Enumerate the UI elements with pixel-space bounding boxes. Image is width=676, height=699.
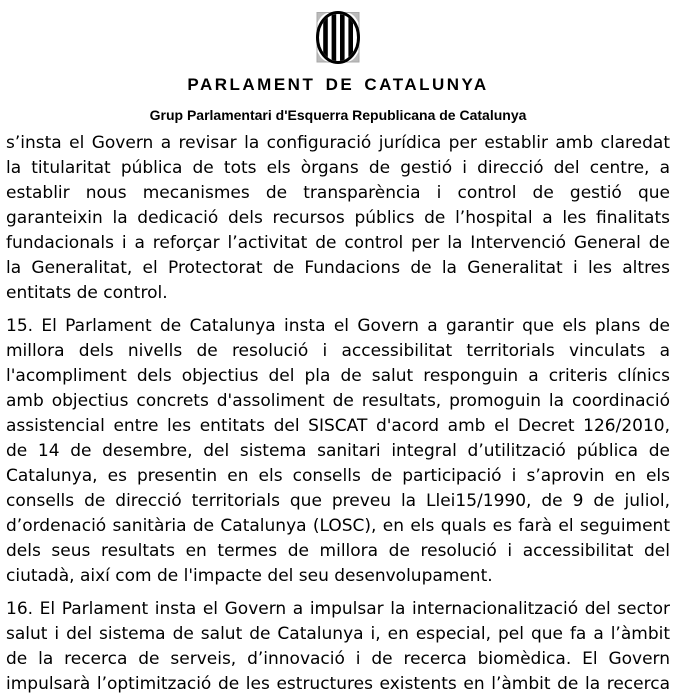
paragraph-line: fundacionals i a reforçar l’activitat de control per la Intervenció General de <box>6 233 670 253</box>
paragraph-line: dels seus resultats en termes de millora de resolució i accessibilitat del <box>6 541 670 561</box>
paragraph <box>6 131 670 306</box>
paragraph-line: la titularitat pública de tots els òrgans de gestió i direcció del centre, a <box>6 158 670 178</box>
paragraph <box>6 597 670 697</box>
parliamentary-group-name: Grup Parlamentari d'Esquerra Republicana de Catalunya <box>149 107 527 123</box>
letterhead <box>0 0 676 123</box>
paragraph-line: d’ordenació sanitària de Catalunya (LOSC), en els quals es farà el seguiment <box>6 516 670 536</box>
paragraph-line: s’insta el Govern a revisar la configuració jurídica per establir amb claredat <box>6 133 670 153</box>
paragraph-line: 15. El Parlament de Catalunya insta el Govern a garantir que els plans de <box>6 316 670 336</box>
paragraph-line: Catalunya, es presentin en els consells de participació i s’aprovin en els <box>6 466 670 486</box>
paragraph-line: de 14 de desembre, del sistema sanitari integral d’utilització pública de <box>6 441 670 461</box>
paragraph-line: impulsarà l’optimització de les estructures existents en l’àmbit de la recerca <box>6 674 670 694</box>
paragraph-line: entitats de control. <box>6 283 168 303</box>
paragraph-line: establir nous mecanismes de transparència i control de gestió que <box>6 183 670 203</box>
institution-title: PARLAMENT DE CATALUNYA <box>187 75 489 94</box>
paragraph-line: l'acompliment dels objectius del pla de salut responguin a criteris clínics <box>6 366 670 386</box>
paragraph-line: consells de direcció territorials que preveu la Llei15/1990, de 9 de juliol, <box>6 491 670 511</box>
document-body <box>0 123 676 697</box>
paragraph-line: ciutadà, així com de l'impacte del seu desenvolupament. <box>6 566 493 586</box>
paragraph-line: salut i del sistema de salut de Catalunya i, en especial, pel que fa a l’àmbit <box>6 624 670 644</box>
paragraph-line: la Generalitat, el Protectorat de Fundacions de la Generalitat i les altres <box>6 258 670 278</box>
paragraph-line: amb objectius concrets d'assoliment de resultats, promoguin la coordinació <box>6 391 670 411</box>
paragraph-line: garanteixin la dedicació dels recursos públics de l’hospital a les finalitats <box>6 208 670 228</box>
coat-of-arms-icon <box>315 9 361 65</box>
paragraph-line: millora dels nivells de resolució i accessibilitat territorials vinculats a <box>6 341 670 361</box>
paragraph-line: 16. El Parlament insta el Govern a impulsar la internacionalització del sector <box>6 599 670 619</box>
paragraph <box>6 314 670 589</box>
paragraph-line: assistencial entre les entitats del SISCAT d'acord amb el Decret 126/2010, <box>6 416 670 436</box>
paragraph-line: de la recerca de serveis, d’innovació i de recerca biomèdica. El Govern <box>6 649 670 669</box>
